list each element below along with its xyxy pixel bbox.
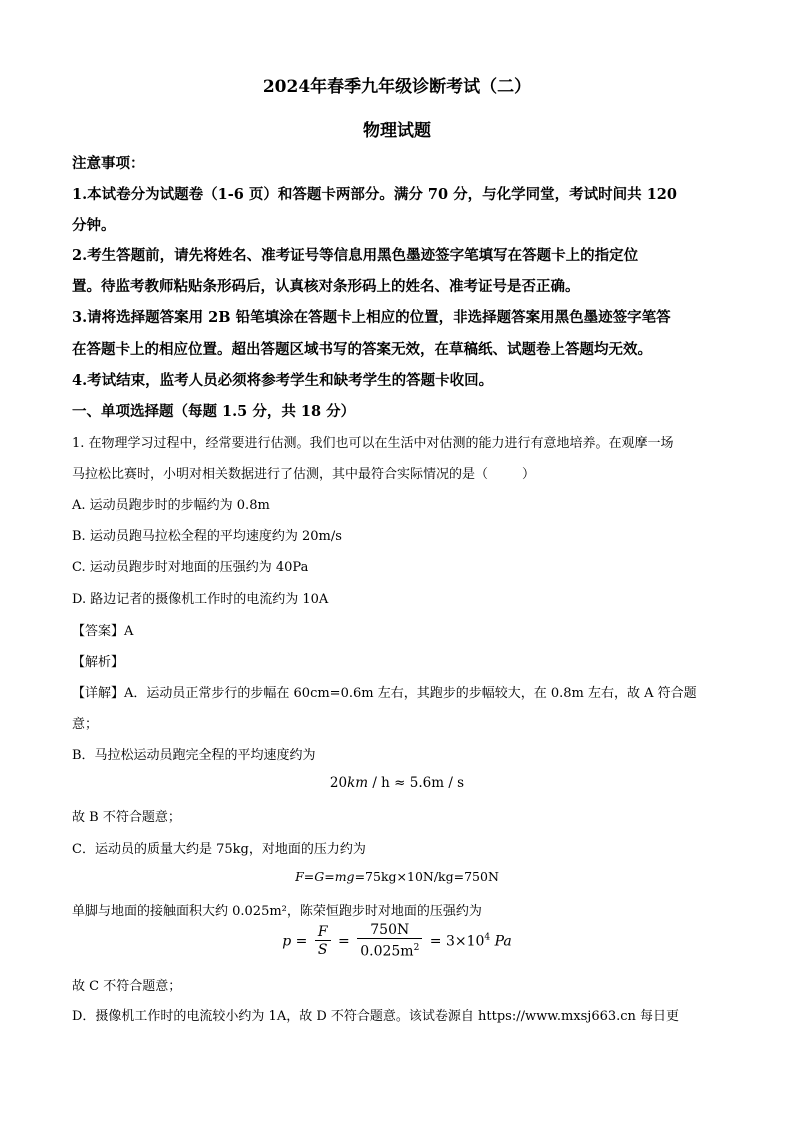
note-item-2: 2.考生答题前，请先将姓名、准考证号等信息用黑色墨迹签字笔填写在答题卡上的指定位 <box>72 247 639 264</box>
option-b: B. 运动员跑马拉松全程的平均速度约为 20m/s <box>72 529 342 544</box>
subject-title: 物理试题 <box>363 121 431 141</box>
detail-c-conclusion: 故 C 不符合题意； <box>72 979 182 994</box>
detail-b-conclusion: 故 B 不符合题意； <box>72 810 181 825</box>
section-heading: 一、单项选择题（每题 1.5 分，共 18 分） <box>72 403 356 420</box>
notes-heading: 注意事项： <box>72 155 145 172</box>
question-stem-text: 马拉松比赛时，小明对相关数据进行了估测，其中最符合实际情况的是（ <box>72 467 489 482</box>
detail-c: C．运动员的质量大约是 75kg，对地面的压力约为 <box>72 842 366 857</box>
question-stem: 1. 在物理学习过程中，经常要进行估测。我们也可以在生活中对估测的能力进行有意地培养。在观摩一场 <box>72 436 674 451</box>
note-item-2-cont: 置。待监考教师粘贴条形码后，认真核对条形码上的姓名、准考证号是否正确。 <box>72 278 580 295</box>
note-item-1: 1.本试卷分为试题卷（1-6 页）和答题卡两部分。满分 70 分，与化学同堂，考试时间共 120 <box>72 186 677 203</box>
note-item-1-cont: 分钟。 <box>72 217 116 234</box>
equation-force: F=G=mg=75kg×10N/kg=750N <box>295 869 499 884</box>
detail-a: 【详解】A．运动员正常步行的步幅在 60cm=0.6m 左右，其跑步的步幅较大，在 0.8m 左右，故 A 符合题 <box>72 686 697 701</box>
equation-speed: 20km / h ≈ 5.6m / s <box>329 775 465 791</box>
note-item-3-cont: 在答题卡上的相应位置。超出答题区域书写的答案无效，在草稿纸、试题卷上答题均无效。 <box>72 341 652 358</box>
detail-c-area: 单脚与地面的接触面积大约 0.025m²，陈荣恒跑步时对地面的压强约为 <box>72 904 482 919</box>
option-a: A. 运动员跑步时的步幅约为 0.8m <box>72 498 270 513</box>
option-d: D. 路边记者的摄像机工作时的电流约为 10A <box>72 592 329 607</box>
analysis-label: 【解析】 <box>72 655 125 670</box>
answer: 【答案】A <box>72 624 134 639</box>
fraction-f-over-s: $\frac{F}{S}$ <box>315 924 331 959</box>
detail-a-cont: 意； <box>72 717 99 732</box>
option-c: C. 运动员跑步时对地面的压强约为 40Pa <box>72 560 309 575</box>
note-item-3: 3.请将选择题答案用 2B 铅笔填涂在答题卡上相应的位置，非选择题答案用黑色墨迹签字笔答 <box>72 309 671 326</box>
question-stem-cont <box>72 463 724 482</box>
question-stem-close: ） <box>522 467 536 482</box>
equation-pressure: p = $\frac{F}{S}$ = $\frac{750N}{0.025m^2}$ = $3\times 10^4$ Pa <box>282 922 512 960</box>
detail-d: D．摄像机工作时的电流较小约为 1A，故 D 不符合题意。该试卷源自 https://www.mxsj663.cn 每日更 <box>72 1009 680 1024</box>
fraction-force-over-area: $\frac{750N}{0.025m^2}$ <box>357 922 422 961</box>
exam-title: 2024年春季九年级诊断考试（二） <box>262 77 532 97</box>
detail-b: B．马拉松运动员跑完全程的平均速度约为 <box>72 748 316 763</box>
note-item-4: 4.考试结束，监考人员必须将参考学生和缺考学生的答题卡收回。 <box>72 372 494 389</box>
